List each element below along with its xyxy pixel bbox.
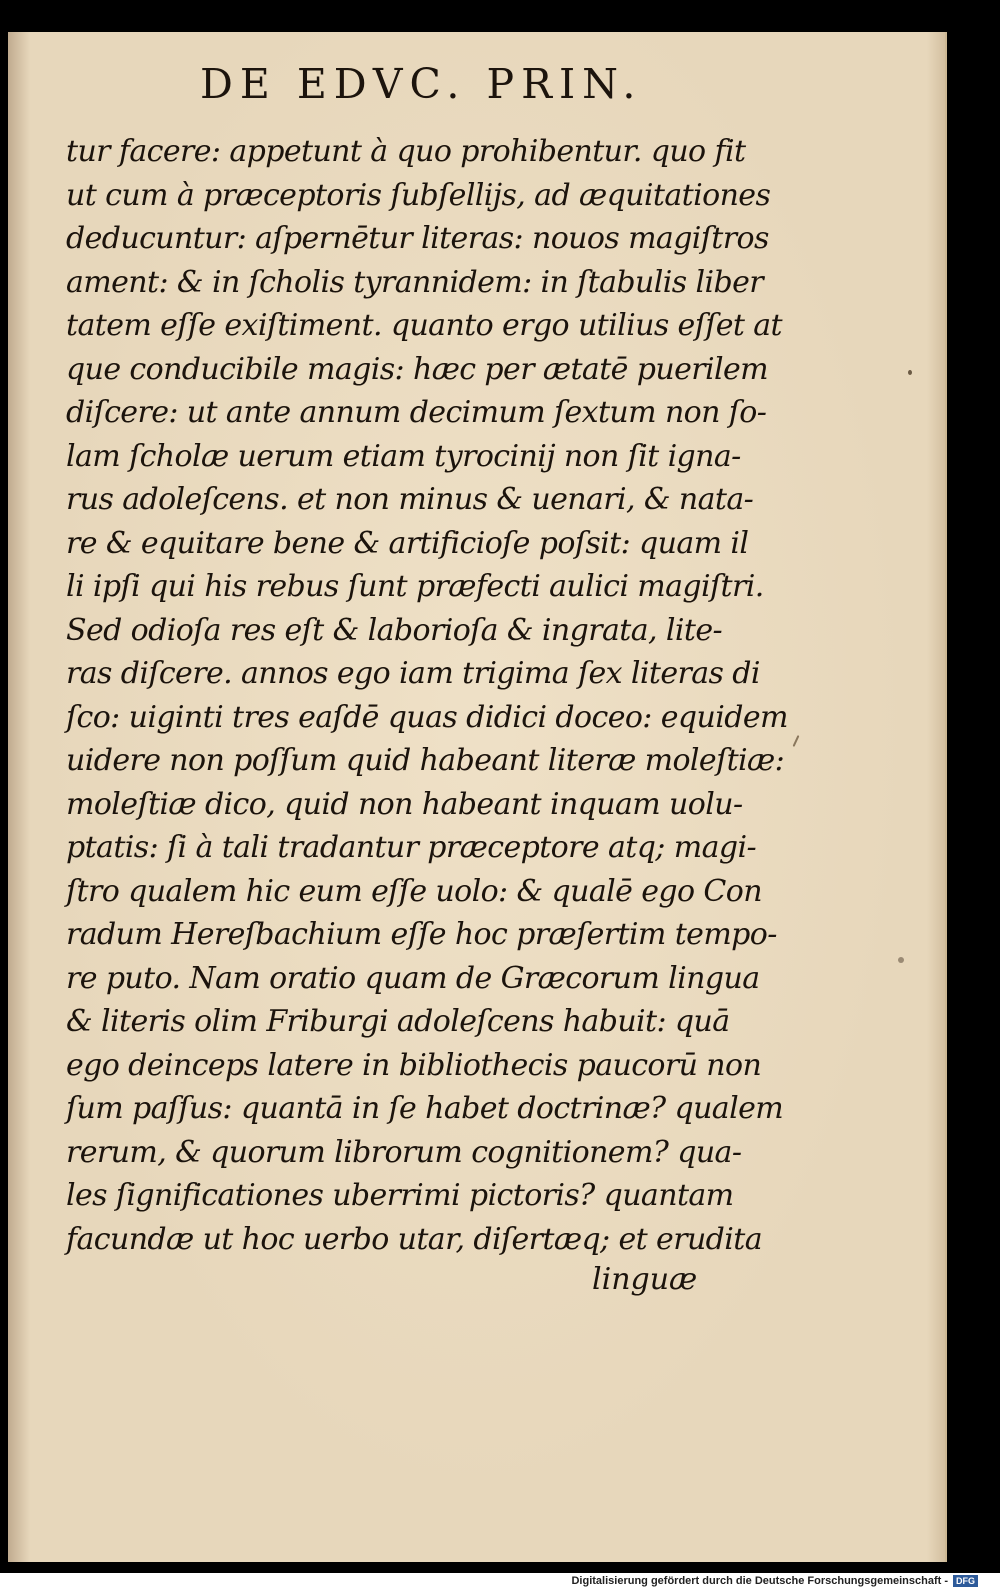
text-line: facundæ ut hoc uerbo utar, diſertæq; et erudita — [66, 1221, 763, 1257]
text-line: Sed odioſa res eſt & laborioſa & ingrata, lite- — [66, 612, 723, 648]
text-line: uidere non poſſum quid habeant literæ moleſtiæ: — [66, 743, 785, 778]
text-line: diſcere: ut ante annum decimum ſextum non ſo- — [66, 395, 767, 430]
text-line: ſco: uiginti tres eaſdē quas didici doceo: equidem — [66, 699, 788, 735]
text-line: deducuntur: aſpernētur literas: nouos magiſtros — [66, 221, 769, 256]
text-line: re & equitare bene & artificioſe poſsit: quam il — [66, 525, 749, 561]
body-text — [66, 130, 788, 1261]
text-line: radum Hereſbachium eſſe hoc præſertim tempo- — [66, 917, 777, 952]
funding-credit: Digitalisierung gefördert durch die Deutsche Forschungsgemeinschaft - — [571, 1575, 948, 1587]
ink-speck — [908, 370, 912, 375]
running-head: DE EDVC. PRIN. — [200, 60, 643, 108]
catchword: linguæ — [592, 1262, 698, 1297]
dfg-logo-icon: DFG — [953, 1575, 978, 1587]
text-line: les ſignificationes uberrimi pictoris? quantam — [66, 1178, 734, 1213]
text-line: re puto. Nam oratio quam de Græcorum lingua — [66, 960, 760, 996]
text-line: tatem eſſe exiſtiment. quanto ergo utilius eſſet at — [66, 308, 783, 343]
text-line: li ipſi qui his rebus ſunt præfecti aulici magiſtri. — [66, 569, 764, 604]
text-line: rus adoleſcens. et non minus & uenari, & nata- — [66, 482, 754, 517]
text-line: ptatis: ſi à tali tradantur præceptore atq; magi- — [66, 830, 757, 865]
ink-speck — [898, 957, 904, 963]
text-line: ſtro qualem hic eum eſſe uolo: & qualē ego Con — [66, 873, 762, 909]
text-line: ament: & in ſcholis tyrannidem: in ſtabulis liber — [66, 264, 763, 300]
text-line: ras diſcere. annos ego iam trigima ſex literas di — [66, 656, 760, 691]
text-line: ut cum à præceptoris ſubſellijs, ad æquitationes — [66, 177, 771, 213]
text-line: ego deinceps latere in bibliothecis paucorū non — [66, 1047, 762, 1083]
text-line: que conducibile magis: hæc per ætatē puerilem — [66, 351, 768, 387]
text-line: & literis olim Friburgi adoleſcens habuit: quā — [66, 1004, 730, 1039]
text-line: lam ſcholæ uerum etiam tyrocinij non ſit igna- — [66, 438, 741, 474]
text-line: moleſtiæ dico, quid non habeant inquam uolu- — [66, 786, 743, 822]
text-line: rerum, & quorum librorum cognitionem? qua- — [66, 1134, 742, 1170]
text-line: tur facere: appetunt à quo prohibentur. quo fit — [66, 134, 746, 169]
text-line: ſum paſſus: quantā in ſe habet doctrinæ? qualem — [66, 1091, 784, 1126]
